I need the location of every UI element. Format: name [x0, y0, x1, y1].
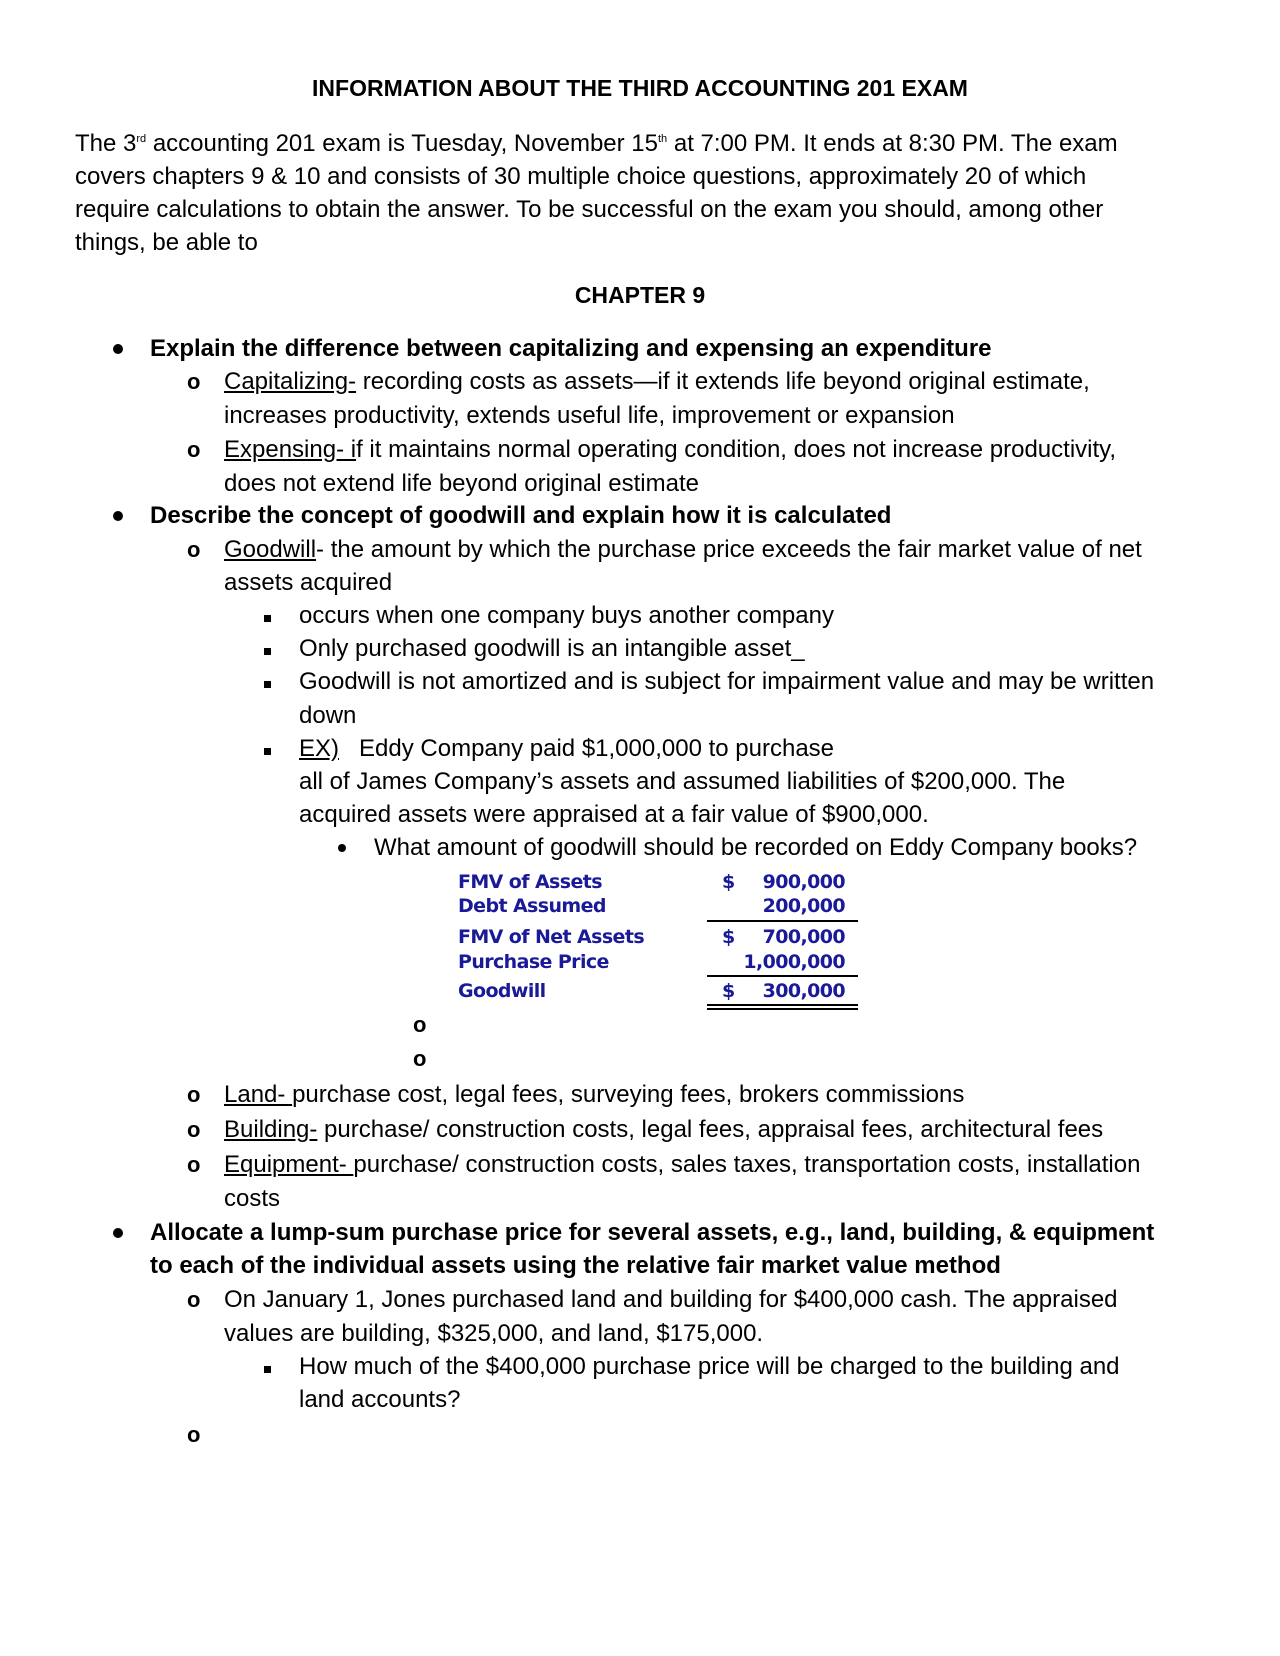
superscript: rd	[136, 133, 147, 145]
expensing-term: Expensing- i	[224, 436, 357, 463]
circle-bullet: o	[187, 1287, 201, 1312]
example-text: Eddy Company paid $1,000,000 to purchase	[339, 735, 835, 762]
intro-line-2: covers chapters 9 & 10 and consists of 30 multiple choice questions, approximately 20 of which	[75, 163, 1087, 190]
equipment-line-2: costs	[224, 1185, 281, 1212]
circle-bullet: o	[187, 369, 201, 394]
capitalizing-line-2: increases productivity, extends useful life, improvement or expansion	[224, 402, 955, 429]
equipment-line-1	[224, 1151, 1140, 1179]
circle-bullet: o	[187, 1422, 201, 1447]
equipment-term: Equipment-	[224, 1151, 354, 1178]
example-line-1	[299, 735, 834, 763]
goodwill-question: What amount of goodwill should be recorded on Eddy Company books?	[374, 834, 1138, 861]
expensing-line-1	[224, 436, 1116, 464]
goodwill-point-3-line-1: Goodwill is not amortized and is subject for impairment value and may be written	[299, 668, 1155, 695]
building-text: purchase/ construction costs, legal fees, appraisal fees, architectural fees	[317, 1116, 1104, 1143]
expensing-line-2: does not extend life beyond original estimate	[224, 470, 699, 497]
building-line	[224, 1116, 1103, 1144]
table-label: Purchase Price	[458, 951, 609, 973]
allocation-question-line-1: How much of the $400,000 purchase price will be charged to the building and	[299, 1353, 1120, 1380]
circle-bullet: o	[187, 1152, 201, 1177]
capitalizing-term: Capitalizing-	[224, 368, 357, 395]
intro-text: at 7:00 PM. It ends at 8:30 PM. The exam	[667, 130, 1118, 157]
bullet-goodwill: Describe the concept of goodwill and explain how it is calculated	[150, 502, 892, 529]
goodwill-point-1: occurs when one company buys another company	[299, 602, 834, 629]
bullet-lump-sum-line-1: Allocate a lump-sum purchase price for several assets, e.g., land, building, & equipment	[150, 1219, 1155, 1246]
bullet-dot	[338, 844, 346, 852]
intro-text: The 3	[75, 130, 137, 157]
table-dollar: $	[722, 926, 735, 948]
intro-line-1	[75, 130, 1118, 158]
circle-bullet: o	[413, 1012, 427, 1037]
circle-bullet: o	[187, 437, 201, 462]
equipment-text: purchase/ construction costs, sales taxes, transportation costs, installation	[353, 1151, 1141, 1178]
building-term: Building-	[224, 1116, 318, 1143]
square-bullet	[264, 681, 271, 688]
bullet-dot	[113, 511, 123, 521]
intro-line-4: things, be able to	[75, 229, 258, 256]
jones-line-1: On January 1, Jones purchased land and building for $400,000 cash. The appraised	[224, 1286, 1118, 1313]
jones-line-2: values are building, $325,000, and land, $175,000.	[224, 1320, 764, 1347]
bullet-dot	[113, 344, 123, 354]
table-label: Debt Assumed	[458, 895, 606, 917]
example-line-2: all of James Company’s assets and assumed liabilities of $200,000. The	[299, 768, 1066, 795]
table-label: Goodwill	[458, 980, 546, 1002]
chapter-heading: CHAPTER 9	[574, 282, 706, 308]
table-label: FMV of Net Assets	[458, 926, 645, 948]
goodwill-line-2: assets acquired	[224, 569, 393, 596]
subtotal-rule	[707, 975, 858, 977]
circle-bullet: o	[187, 537, 201, 562]
total-double-rule	[707, 1004, 858, 1006]
goodwill-term: Goodwill	[224, 536, 317, 563]
circle-bullet: o	[187, 1082, 201, 1107]
goodwill-point-2: Only purchased goodwill is an intangible asset_	[299, 635, 805, 662]
allocation-question-line-2: land accounts?	[299, 1386, 461, 1413]
land-line	[224, 1081, 964, 1109]
square-bullet	[264, 1366, 271, 1373]
circle-bullet: o	[187, 1117, 201, 1142]
subtotal-rule	[707, 920, 858, 922]
document-title: INFORMATION ABOUT THE THIRD ACCOUNTING 201 EXAM	[312, 75, 968, 101]
table-value: 200,000	[762, 895, 845, 917]
table-value: 1,000,000	[743, 951, 845, 973]
bullet-dot	[113, 1228, 123, 1238]
bullet-capitalizing-vs-expensing: Explain the difference between capitalizing and expensing an expenditure	[150, 335, 992, 362]
capitalizing-text: recording costs as assets—if it extends life beyond original estimate,	[356, 368, 1090, 395]
example-line-3: acquired assets were appraised at a fair value of $900,000.	[299, 801, 929, 828]
square-bullet	[264, 748, 271, 755]
table-dollar: $	[722, 980, 735, 1002]
goodwill-point-3-line-2: down	[299, 702, 357, 729]
expensing-text: f it maintains normal operating condition, does not increase productivity,	[356, 436, 1117, 463]
intro-line-3: require calculations to obtain the answer. To be successful on the exam you should, among other	[75, 196, 1104, 223]
square-bullet	[264, 615, 271, 622]
table-value: 300,000	[762, 980, 845, 1002]
table-label: FMV of Assets	[458, 871, 602, 893]
square-bullet	[264, 648, 271, 655]
land-term: Land-	[224, 1081, 293, 1108]
goodwill-line-1	[224, 536, 1142, 564]
table-value: 700,000	[762, 926, 845, 948]
intro-text: accounting 201 exam is Tuesday, November 15	[146, 130, 658, 157]
capitalizing-line-1	[224, 368, 1090, 396]
table-dollar: $	[722, 871, 735, 893]
bullet-lump-sum-line-2: to each of the individual assets using the relative fair market value method	[150, 1252, 1001, 1279]
land-text: purchase cost, legal fees, surveying fees, brokers commissions	[292, 1081, 965, 1108]
superscript: th	[658, 133, 668, 145]
circle-bullet: o	[413, 1046, 427, 1071]
table-value: 900,000	[762, 871, 845, 893]
total-double-rule	[707, 1008, 858, 1010]
goodwill-text: - the amount by which the purchase price exceeds the fair market value of net	[316, 536, 1142, 563]
example-term: EX)	[299, 735, 340, 762]
